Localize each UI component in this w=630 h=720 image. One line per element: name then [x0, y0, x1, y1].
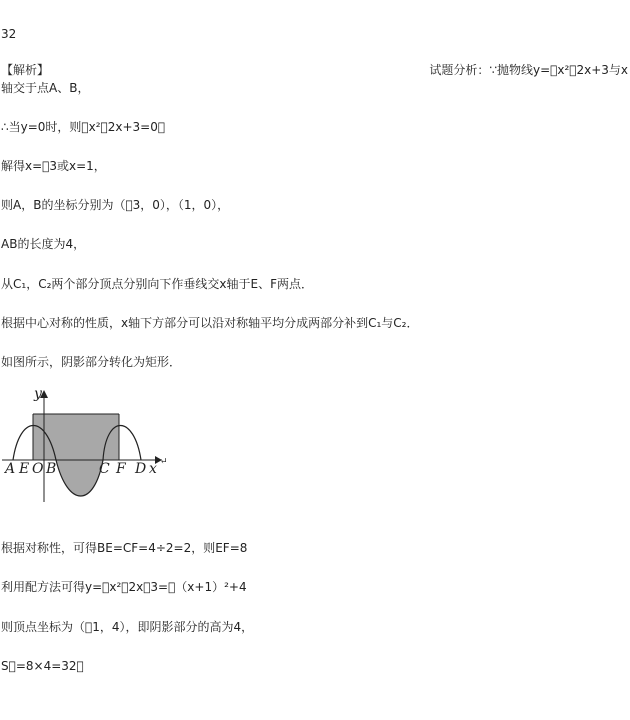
analysis-heading: 试题分析：∵抛物线y= x² 2x+3与x	[429, 63, 628, 77]
label-F: F	[116, 461, 126, 477]
label-C: C	[99, 461, 110, 477]
return-mark: ↵	[160, 457, 168, 467]
solution-line-7: 根据中心对称的性质，x轴下方部分可以沿对称轴平均分成两部分补到C₁与C₂．	[1, 316, 419, 330]
label-x: x	[149, 461, 157, 477]
label-A: A	[5, 461, 16, 477]
solution-line-8: 如图所示，阴影部分转化为矩形．	[1, 355, 182, 369]
answer-value: 32	[1, 27, 17, 41]
solution-line-4: 则A，B的坐标分别为（ 3，0），（1，0），	[1, 198, 230, 212]
solution-line-12: S =8×4=32．	[1, 659, 84, 673]
shaded-region	[33, 414, 119, 496]
solution-label: 【解析】	[1, 63, 50, 77]
label-D: D	[135, 461, 147, 477]
solution-line-3: 解得x= 3或x=1，	[1, 159, 106, 173]
solution-line-10: 利用配方法可得y= x² 2x 3= （x+1）²+4	[1, 580, 247, 594]
label-y: y	[34, 386, 42, 402]
label-O: O	[32, 461, 44, 477]
label-E: E	[19, 461, 30, 477]
solution-line-11: 则顶点坐标为（ 1，4），即阴影部分的高为4，	[1, 620, 254, 634]
solution-line-6: 从C₁，C₂两个部分顶点分别向下作垂线交x轴于E、F两点．	[1, 277, 313, 291]
parabola-figure	[2, 384, 174, 504]
label-B: B	[46, 461, 57, 477]
solution-line-9: 根据对称性，可得BE=CF=4÷2=2，则EF=8	[1, 541, 248, 555]
solution-line-1: 轴交于点A、B，	[1, 81, 90, 95]
solution-line-5: AB的长度为4，	[1, 237, 86, 251]
solution-line-2: ∴当y=0时，则 x² 2x+3=0，	[1, 120, 166, 134]
